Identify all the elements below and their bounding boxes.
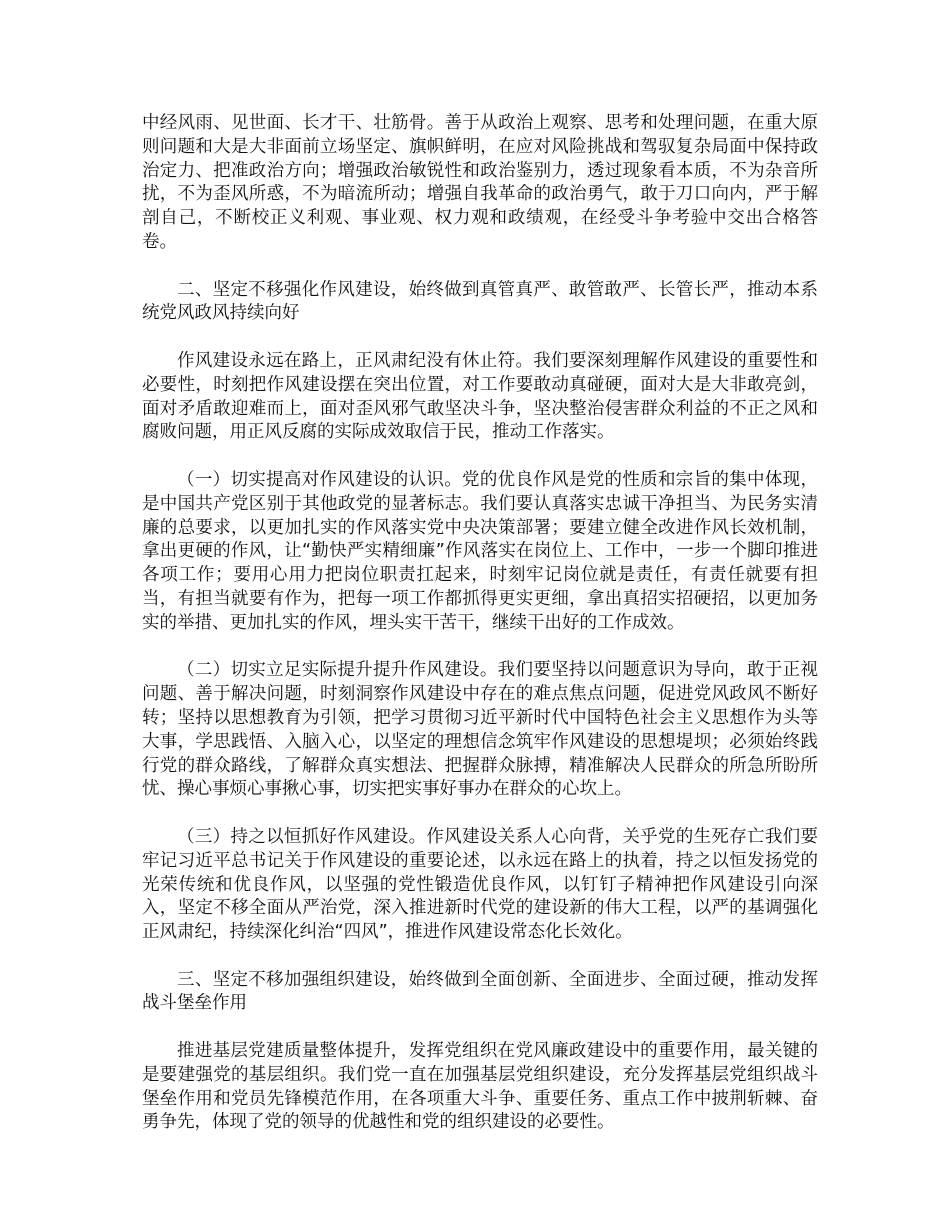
- paragraph-continuation: 中经风雨、见世面、长才干、壮筋骨。善于从政治上观察、思考和处理问题，在重大原则问题和大是大非面前立场坚定、旗帜鲜明，在应对风险挑战和驾驭复杂局面中保持政治定力、把准政治方向；增强政治敏锐性和政治鉴别力，透过现象看本质，不为杂音所扰，不为歪风所惑，不为暗流所动；增强自我革命的政治勇气，敢于刀口向内，严于解剖自己，不断校正义利观、事业观、权力观和政绩观，在经受斗争考验中交出合格答卷。: [142, 113, 818, 252]
- section-heading-3: 三、坚定不移加强组织建设，始终做到全面创新、全面进步、全面过硬，推动发挥战斗堡垒作用: [142, 969, 818, 1014]
- section-heading-2: 二、坚定不移强化作风建设，始终做到真管真严、敢管敢严、长管长严，推动本系统党风政风持续向好: [142, 279, 818, 324]
- paragraph-item-2: （二）切实立足实际提升提升作风建设。我们要坚持以问题意识为导向，敢于正视问题、善于解决问题，时刻洞察作风建设中存在的难点焦点问题，促进党风政风不断好转；坚持以思想教育为引领，把学习贯彻习近平新时代中国特色社会主义思想作为头等大事，学思践悟、入脑入心，以坚定的理想信念筑牢作风建设的思想堤坝；必须始终践行党的群众路线，了解群众真实想法、把握群众脉搏，精准解决人民群众的所急所盼所忧、操心事烦心事揪心事，切实把实事好事办在群众的心坎上。: [142, 660, 818, 800]
- paragraph-style-intro: 作风建设永远在路上，正风肃纪没有休止符。我们要深刻理解作风建设的重要性和必要性，时刻把作风建设摆在突出位置，对工作要敢动真碰硬，面对大是大非敢亮剑，面对矛盾敢迎难而上，面对歪风邪气敢坚决斗争，坚决整治侵害群众利益的不正之风和腐败问题，用正风反腐的实际成效取信于民，推动工作落实。: [142, 350, 818, 443]
- paragraph-item-3: （三）持之以恒抓好作风建设。作风建设关系人心向背，关乎党的生死存亡我们要牢记习近平总书记关于作风建设的重要论述，以永远在路上的执着，持之以恒发扬党的光荣传统和优良作风，以坚强的党性锻造优良作风，以钉钉子精神把作风建设引向深入，坚定不移全面从严治党，深入推进新时代党的建设新的伟大工程，以严的基调强化正风肃纪，持续深化纠治“四风”，推进作风建设常态化长效化。: [142, 826, 818, 943]
- paragraph-org-intro: 推进基层党建质量整体提升，发挥党组织在党风廉政建设中的重要作用，最关键的是要建强党的基层组织。我们党一直在加强基层党组织建设，充分发挥基层党组织战斗堡垒作用和党员先锋模范作用，在各项重大斗争、重要任务、重点工作中披荆斩棘、奋勇争先，体现了党的领导的优越性和党的组织建设的必要性。: [142, 1041, 818, 1133]
- paragraph-item-1: （一）切实提高对作风建设的认识。党的优良作风是党的性质和宗旨的集中体现，是中国共产党区别于其他政党的显著标志。我们要认真落实忠诚干净担当、为民务实清廉的总要求，以更加扎实的作风落实党中央决策部署；要建立健全改进作风长效机制，拿出更硬的作风，让“勤快严实精细廉”作风落实在岗位上、工作中，一步一个脚印推进各项工作；要用心用力把岗位职责扛起来，时刻牢记岗位就是责任，有责任就要有担当，有担当就要有作为，把每一项工作都抓得更实更细，拿出真招实招硬招，以更加务实的举措、更加扎实的作风，埋头实干苦干，继续干出好的工作成效。: [142, 469, 818, 633]
- document-page: [142, 112, 818, 1159]
